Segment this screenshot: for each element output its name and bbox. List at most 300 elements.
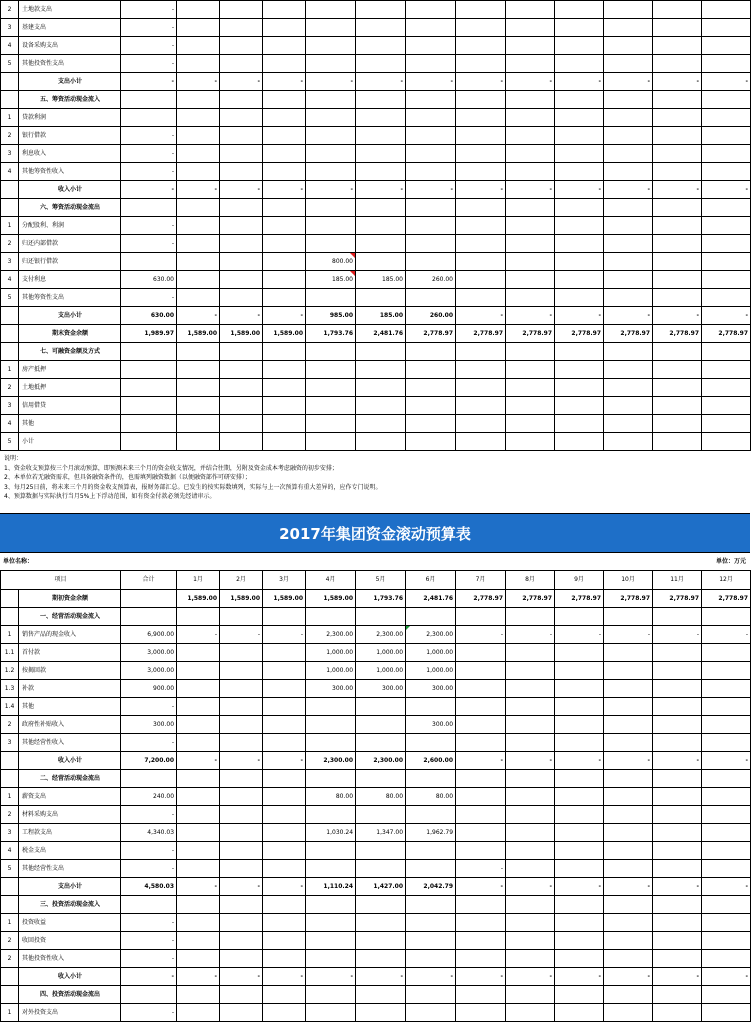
month-cell: [306, 271, 356, 289]
header-month: 3月: [263, 571, 306, 590]
row-number: 1: [1, 109, 19, 127]
row-total: -: [121, 734, 177, 752]
row-total: -: [121, 698, 177, 716]
month-cell: [555, 860, 604, 878]
cell-value: -: [257, 186, 260, 193]
month-cell: [555, 55, 604, 73]
month-cell: [604, 986, 653, 1004]
notes-heading: 说明：: [4, 455, 23, 462]
month-cell: [555, 680, 604, 698]
row-number: [1, 770, 19, 788]
month-cell: [356, 950, 406, 968]
row-total: [121, 343, 177, 361]
row-total: 1,989.97: [121, 325, 177, 343]
row-label: 贷款利润: [19, 109, 121, 127]
table-row: [1, 433, 751, 451]
cell-value: 1,589.00: [230, 330, 260, 337]
month-cell: [653, 109, 702, 127]
row-number: 2: [1, 127, 19, 145]
month-cell: [220, 73, 263, 91]
month-cell: [506, 307, 555, 325]
month-cell: [220, 986, 263, 1004]
month-cell: [604, 271, 653, 289]
table-row: [1, 379, 751, 397]
cell-value: 80.00: [435, 793, 454, 800]
month-cell: [220, 109, 263, 127]
month-cell: [702, 752, 751, 770]
row-label: 分配股利、利润: [19, 217, 121, 235]
month-cell: [456, 397, 506, 415]
month-cell: [506, 662, 555, 680]
comment-marker-icon[interactable]: [350, 253, 355, 258]
table-row: [1, 289, 751, 307]
month-cell: [306, 307, 356, 325]
month-cell: [604, 644, 653, 662]
month-cell: [506, 361, 555, 379]
cell-value: -: [598, 883, 602, 890]
cell-value: -: [350, 78, 353, 85]
month-cell: [306, 932, 356, 950]
month-cell: [506, 433, 555, 451]
row-total: -: [121, 932, 177, 950]
month-cell: [506, 163, 555, 181]
month-cell: [653, 590, 702, 608]
month-cell: [702, 37, 751, 55]
month-cell: [263, 644, 306, 662]
month-cell: [263, 950, 306, 968]
month-cell: [555, 289, 604, 307]
row-total: -: [121, 950, 177, 968]
month-cell: [456, 734, 506, 752]
row-label: 土地款支出: [19, 1, 121, 19]
cell-value: -: [214, 757, 218, 764]
month-cell: [702, 145, 751, 163]
month-cell: [406, 824, 456, 842]
month-cell: [406, 698, 456, 716]
month-cell: [604, 199, 653, 217]
month-cell: [356, 415, 406, 433]
row-total: -: [121, 289, 177, 307]
month-cell: [653, 397, 702, 415]
month-cell: [456, 379, 506, 397]
month-cell: [356, 397, 406, 415]
month-cell: [456, 860, 506, 878]
month-cell: [653, 199, 702, 217]
table-row: [1, 37, 751, 55]
cell-value: -: [257, 312, 260, 319]
month-cell: [177, 181, 220, 199]
month-cell: [506, 1, 555, 19]
month-cell: [306, 289, 356, 307]
row-total: 300.00: [121, 716, 177, 734]
row-label: 利息收入: [19, 145, 121, 163]
month-cell: [220, 698, 263, 716]
row-label: 土地抵押: [19, 379, 121, 397]
month-cell: [406, 644, 456, 662]
month-cell: [263, 590, 306, 608]
month-cell: [356, 878, 406, 896]
row-label: 其他: [19, 415, 121, 433]
month-cell: [306, 788, 356, 806]
month-cell: [306, 806, 356, 824]
month-cell: [506, 289, 555, 307]
cell-value: 260.00: [429, 312, 453, 319]
month-cell: [555, 986, 604, 1004]
row-label: 收入小计: [19, 181, 121, 199]
row-label: 设备采购支出: [19, 37, 121, 55]
error-indicator-icon[interactable]: [406, 626, 410, 630]
month-cell: [653, 662, 702, 680]
month-cell: [555, 271, 604, 289]
month-cell: [356, 163, 406, 181]
row-label: 一、经营活动现金流入: [19, 608, 121, 626]
month-cell: [406, 433, 456, 451]
month-cell: [356, 698, 406, 716]
month-cell: [406, 91, 456, 109]
row-total: -: [121, 1004, 177, 1022]
month-cell: [604, 626, 653, 644]
row-number: 5: [1, 860, 19, 878]
month-cell: [456, 19, 506, 37]
month-cell: [263, 361, 306, 379]
month-cell: [702, 932, 751, 950]
month-cell: [653, 968, 702, 986]
month-cell: [306, 896, 356, 914]
row-number: 3: [1, 253, 19, 271]
month-cell: [220, 734, 263, 752]
month-cell: [356, 127, 406, 145]
row-total: -: [121, 55, 177, 73]
month-cell: [506, 37, 555, 55]
table-row: [1, 55, 751, 73]
month-cell: [604, 289, 653, 307]
month-cell: [406, 415, 456, 433]
month-cell: [702, 1, 751, 19]
header-month: 10月: [604, 571, 653, 590]
table-row: [1, 127, 751, 145]
month-cell: [506, 217, 555, 235]
header-month: 9月: [555, 571, 604, 590]
month-cell: [456, 986, 506, 1004]
month-cell: [604, 145, 653, 163]
cell-value: -: [696, 757, 700, 764]
row-number: [1, 590, 19, 608]
cell-value: -: [400, 973, 404, 980]
month-cell: [555, 415, 604, 433]
cell-value: 2,778.97: [473, 595, 504, 602]
month-cell: [177, 379, 220, 397]
month-cell: [306, 145, 356, 163]
month-cell: [456, 950, 506, 968]
row-number: 2: [1, 806, 19, 824]
cell-value: 300.00: [382, 685, 404, 692]
month-cell: [356, 361, 406, 379]
cell-value: -: [257, 757, 261, 764]
month-cell: [263, 860, 306, 878]
month-cell: [456, 127, 506, 145]
month-cell: [702, 806, 751, 824]
header-item: 项目: [1, 571, 121, 590]
month-cell: [306, 914, 356, 932]
month-cell: [702, 842, 751, 860]
cell-value: 1,000.00: [426, 667, 454, 674]
month-cell: [555, 163, 604, 181]
month-cell: [220, 433, 263, 451]
cell-value: -: [745, 186, 748, 193]
cell-value: -: [450, 186, 453, 193]
month-cell: [456, 806, 506, 824]
table-row: [1, 307, 751, 325]
table-row: [1, 788, 751, 806]
month-cell: [356, 109, 406, 127]
month-cell: [406, 199, 456, 217]
cell-value: -: [598, 757, 602, 764]
comment-marker-icon[interactable]: [350, 271, 355, 276]
month-cell: [177, 842, 220, 860]
row-number: 1: [1, 361, 19, 379]
month-cell: [702, 914, 751, 932]
month-cell: [506, 716, 555, 734]
month-cell: [555, 235, 604, 253]
month-cell: [406, 253, 456, 271]
cell-value: -: [257, 973, 261, 980]
month-cell: [356, 626, 406, 644]
row-total: [121, 896, 177, 914]
month-cell: [406, 752, 456, 770]
month-cell: [263, 19, 306, 37]
cell-value: 1,793.76: [323, 330, 353, 337]
cell-value: -: [598, 973, 602, 980]
month-cell: [456, 824, 506, 842]
row-label: 六、筹资活动现金流出: [19, 199, 121, 217]
month-cell: [653, 325, 702, 343]
table-row: [1, 590, 751, 608]
cell-value: -: [500, 631, 504, 638]
table-row: [1, 752, 751, 770]
month-cell: [702, 217, 751, 235]
row-label: 期初资金余额: [19, 590, 121, 608]
month-cell: [177, 73, 220, 91]
month-cell: [306, 716, 356, 734]
cell-value: -: [300, 757, 304, 764]
month-cell: [356, 343, 406, 361]
table-row: [1, 253, 751, 271]
month-cell: [555, 127, 604, 145]
month-cell: [506, 752, 555, 770]
row-total: 3,000.00: [121, 644, 177, 662]
cell-value: 1,000.00: [426, 649, 454, 656]
month-cell: [263, 307, 306, 325]
row-number: [1, 343, 19, 361]
month-cell: [177, 932, 220, 950]
month-cell: [177, 788, 220, 806]
table-row: [1, 914, 751, 932]
month-cell: [356, 752, 406, 770]
month-cell: [456, 878, 506, 896]
month-cell: [456, 145, 506, 163]
month-cell: [263, 1004, 306, 1022]
month-cell: [555, 698, 604, 716]
row-label: 其他经营性支出: [19, 860, 121, 878]
month-cell: [263, 199, 306, 217]
month-cell: [653, 145, 702, 163]
month-cell: [506, 896, 555, 914]
month-cell: [263, 932, 306, 950]
month-cell: [306, 1004, 356, 1022]
month-cell: [177, 397, 220, 415]
month-cell: [604, 163, 653, 181]
month-cell: [702, 968, 751, 986]
month-cell: [263, 752, 306, 770]
month-cell: [604, 109, 653, 127]
month-cell: [604, 1, 653, 19]
month-cell: [456, 325, 506, 343]
month-cell: [604, 716, 653, 734]
header-total: 合计: [121, 571, 177, 590]
cell-value: 2,778.97: [423, 330, 453, 337]
cell-value: 1,427.00: [373, 883, 404, 890]
month-cell: [702, 824, 751, 842]
table-row: [1, 343, 751, 361]
month-cell: [555, 343, 604, 361]
table-row: [1, 680, 751, 698]
row-total: -: [121, 235, 177, 253]
month-cell: [356, 217, 406, 235]
month-cell: [220, 752, 263, 770]
month-cell: [406, 217, 456, 235]
month-cell: [653, 824, 702, 842]
month-cell: [456, 1004, 506, 1022]
month-cell: [263, 896, 306, 914]
month-cell: [356, 932, 406, 950]
table-row: [1, 73, 751, 91]
table-row: [1, 19, 751, 37]
month-cell: [702, 878, 751, 896]
month-cell: [263, 433, 306, 451]
month-cell: [263, 608, 306, 626]
month-cell: [653, 235, 702, 253]
row-number: [1, 752, 19, 770]
cell-value: 2,481.76: [373, 330, 403, 337]
unit-label: 单位：万元: [715, 558, 746, 565]
row-label: 支出小计: [19, 73, 121, 91]
month-cell: [356, 680, 406, 698]
month-cell: [356, 842, 406, 860]
month-cell: [356, 325, 406, 343]
month-cell: [356, 590, 406, 608]
month-cell: [702, 626, 751, 644]
month-cell: [220, 680, 263, 698]
month-cell: [356, 199, 406, 217]
month-cell: [356, 307, 406, 325]
unit-name-label: 单位名称：: [3, 558, 34, 565]
cell-value: -: [647, 186, 650, 193]
month-cell: [506, 932, 555, 950]
month-cell: [356, 271, 406, 289]
month-cell: [702, 433, 751, 451]
month-cell: [653, 361, 702, 379]
month-cell: [220, 644, 263, 662]
month-cell: [506, 127, 555, 145]
month-cell: [263, 289, 306, 307]
month-cell: [555, 379, 604, 397]
table-row: [1, 271, 751, 289]
month-cell: [177, 716, 220, 734]
row-total: -: [121, 181, 177, 199]
header-month: 7月: [456, 571, 506, 590]
cell-value: -: [450, 78, 453, 85]
cell-value: 2,778.97: [571, 330, 601, 337]
row-number: 1.4: [1, 698, 19, 716]
month-cell: [506, 415, 555, 433]
month-cell: [220, 1, 263, 19]
month-cell: [604, 37, 653, 55]
month-cell: [220, 415, 263, 433]
month-cell: [702, 325, 751, 343]
row-number: 4: [1, 842, 19, 860]
cell-value: -: [745, 757, 749, 764]
month-cell: [220, 343, 263, 361]
month-cell: [604, 914, 653, 932]
month-cell: [702, 163, 751, 181]
month-cell: [356, 788, 406, 806]
row-number: 5: [1, 55, 19, 73]
month-cell: [653, 608, 702, 626]
unit-row: [0, 553, 750, 570]
month-cell: [653, 644, 702, 662]
row-total: 900.00: [121, 680, 177, 698]
month-cell: [555, 145, 604, 163]
month-cell: [356, 824, 406, 842]
cell-value: -: [696, 312, 699, 319]
cell-value: 2,778.97: [620, 330, 650, 337]
note-line: 3、每月25日前，将未来三个月的资金收支预算表，报财务部汇总。已发生的按实际数填列，实际与上一次预算有重大差异的，应作专门说明。: [4, 483, 382, 491]
month-cell: [604, 379, 653, 397]
month-cell: [604, 325, 653, 343]
month-cell: [356, 37, 406, 55]
cell-value: -: [598, 78, 601, 85]
month-cell: [406, 307, 456, 325]
month-cell: [604, 968, 653, 986]
row-total: 6,900.00: [121, 626, 177, 644]
month-cell: [356, 968, 406, 986]
month-cell: [555, 716, 604, 734]
month-cell: [406, 806, 456, 824]
month-cell: [604, 397, 653, 415]
month-cell: [456, 770, 506, 788]
month-cell: [220, 878, 263, 896]
month-cell: [220, 235, 263, 253]
cell-value: 1,000.00: [326, 667, 354, 674]
month-cell: [306, 662, 356, 680]
month-cell: [456, 716, 506, 734]
month-cell: [220, 770, 263, 788]
month-cell: [456, 914, 506, 932]
cell-value: 2,300.00: [426, 631, 454, 638]
month-cell: [177, 1004, 220, 1022]
month-cell: [356, 986, 406, 1004]
row-number: 1: [1, 914, 19, 932]
month-cell: [702, 986, 751, 1004]
month-cell: [604, 361, 653, 379]
cell-value: 1,110.24: [323, 883, 354, 890]
month-cell: [456, 842, 506, 860]
row-number: 3: [1, 19, 19, 37]
cell-value: -: [214, 312, 217, 319]
month-cell: [356, 1004, 406, 1022]
month-cell: [506, 986, 555, 1004]
month-cell: [406, 73, 456, 91]
